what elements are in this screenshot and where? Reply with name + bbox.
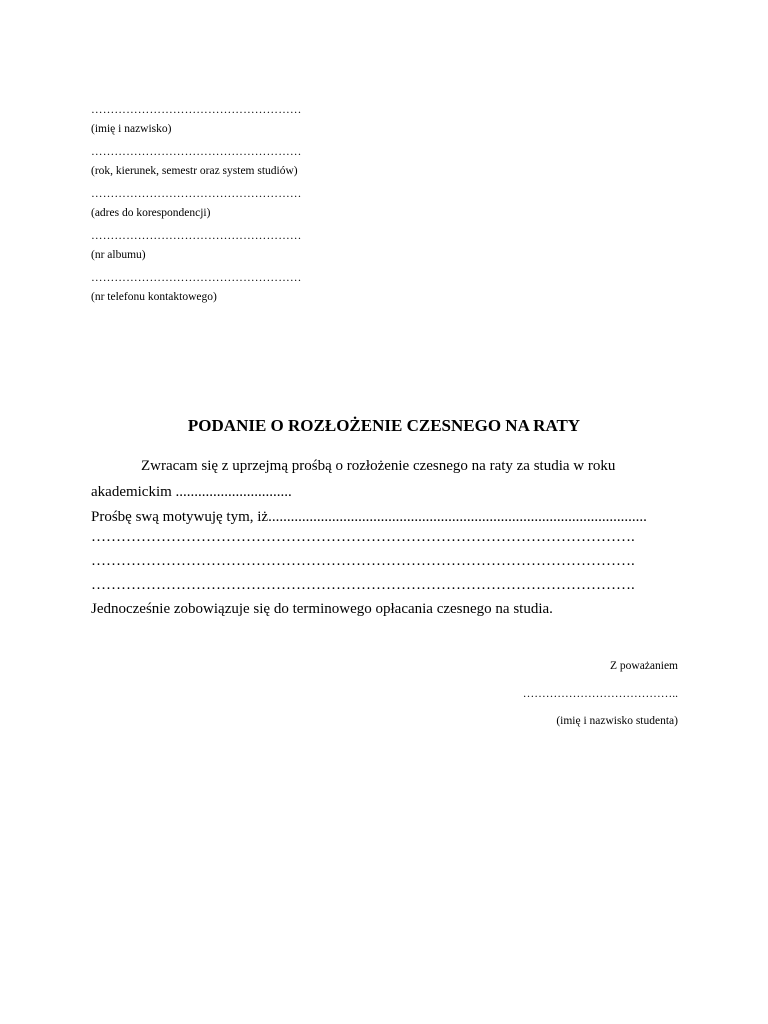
phone-label: (nr telefonu kontaktowego): [91, 291, 217, 303]
address-dots: ………………………………………………: [91, 188, 302, 200]
motivation-dots-1: ……………………………………………………………………………………………….: [91, 529, 635, 545]
name-label: (imię i nazwisko): [91, 123, 172, 135]
motivation-line: Prośbę swą motywuję tym, iż.....................................................................................................: [91, 509, 647, 525]
document-title: PODANIE O ROZŁOŻENIE CZESNEGO NA RATY: [187, 416, 581, 435]
album-number-dots: ………………………………………………: [91, 230, 302, 242]
phone-dots: ………………………………………………: [91, 272, 302, 284]
study-info-label: (rok, kierunek, semestr oraz system studiów): [91, 165, 298, 177]
album-number-label: (nr albumu): [91, 249, 146, 261]
motivation-dots-3: ……………………………………………………………………………………………….: [91, 577, 635, 593]
signature-dots: …………………………………..: [522, 688, 678, 700]
study-info-dots: ………………………………………………: [91, 146, 302, 158]
name-dots: ………………………………………………: [91, 104, 302, 116]
closing-text: Z poważaniem: [609, 660, 678, 672]
motivation-dots-2: ……………………………………………………………………………………………….: [91, 553, 635, 569]
address-label: (adres do korespondencji): [91, 207, 211, 219]
signature-label: (imię i nazwisko studenta): [556, 715, 678, 727]
request-line-1: Zwracam się z uprzejmą prośbą o rozłożenie czesnego na raty za studia w roku: [141, 458, 616, 474]
request-line-2: akademickim ...............................: [91, 484, 292, 500]
commitment-line: Jednocześnie zobowiązuje się do terminowego opłacania czesnego na studia.: [91, 601, 553, 617]
